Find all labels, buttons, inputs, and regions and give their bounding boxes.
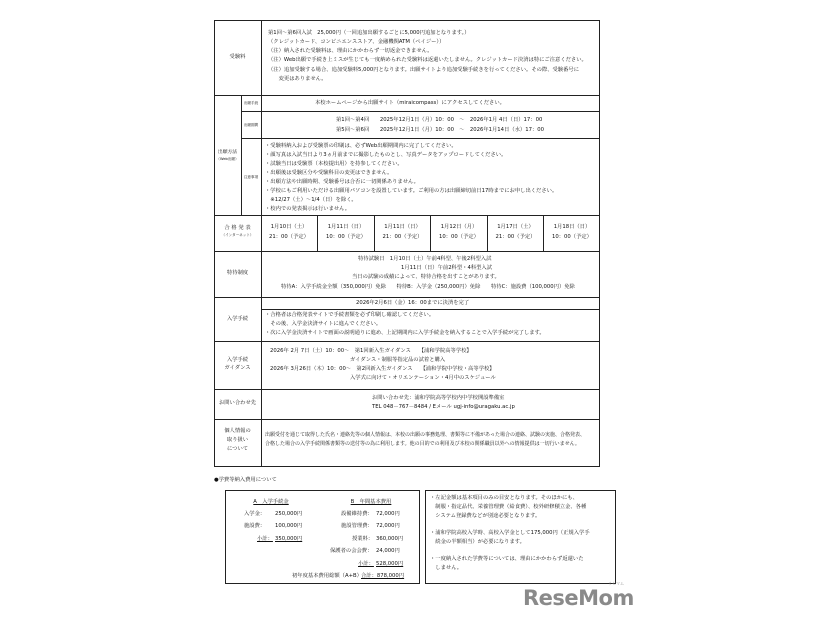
col-b-value: 528,000円	[376, 561, 404, 567]
enrollment-line: ・合格者は合格発表サイトで手続書類を必ず印刷し確認してください。	[265, 312, 435, 318]
note-line: ・試験当日は受験票（本校提出用）を持参してください。	[265, 161, 403, 167]
row-divider	[214, 297, 600, 298]
total-label: 初年度基本費用総額（A+B）	[292, 573, 362, 579]
col-b-name: 小計：	[358, 561, 374, 567]
enrollment-line: その後、入学金決済サイトに進んでください。	[265, 321, 382, 327]
guidance-line: 2026年 2月 7日（土）10：00～ 第1回新入生ガイダンス 【浦和学院高等学校】	[270, 348, 472, 354]
results-col-divider	[430, 215, 431, 251]
label-column-divider	[261, 20, 262, 467]
col-a-name: 入学金：	[244, 511, 266, 517]
results-col-divider	[543, 215, 544, 251]
contact-label: お問い合わせ先	[218, 400, 257, 406]
application-sublabel: （Web出願）	[216, 157, 239, 161]
row-divider	[214, 389, 600, 390]
fee-line: 変更はありません。	[268, 76, 327, 82]
fee-line: 第1回～第6回入試 25,000円（一回追加出願するごとに5,000円追加となります。）	[268, 30, 470, 36]
scholarship-line: 特待試験日 1月10日（土）午前4科型、午後2科型入試	[358, 256, 492, 262]
note-line: ※12/27（土）～1/4（日）を除く。	[265, 197, 357, 203]
fee-label: 受験料	[229, 54, 246, 60]
col-a-name: 施設費：	[244, 523, 266, 529]
col-a-value: 250,000円	[275, 511, 303, 517]
result-date: 1月17日（土）	[497, 224, 534, 230]
scholarship-line: 特待A：入学手続金全額（350,000円）免除 特待B：入学金（250,000円）免除 特待C：施設費（100,000円）免除	[281, 284, 575, 290]
note-line: ・出願後は受験区分や受験科目の変更はできません。	[265, 170, 393, 176]
total-value: 合計：878,000円	[361, 573, 405, 579]
costs-note: ・一度納入された学費等については、理由にかかわらず返還いた	[430, 556, 584, 562]
fee-line: （注）Web出願で手続き上ミスが生じても一度納められた受験料は返還いたしません。クレジットカード決済は特にご注意ください。	[268, 57, 587, 63]
watermark-kana: リセマム	[608, 581, 624, 586]
scholarship-line: 当日の試験の成績によって、特待合格を出すことがあります。	[352, 274, 500, 280]
privacy-label: 個人情報の	[224, 428, 251, 434]
results-col-divider	[317, 215, 318, 251]
fee-line: （クレジットカード、コンビニエンスストア、金融機関ATM（ペイジー））	[268, 39, 445, 45]
guidance-label: 入学手続	[226, 357, 249, 363]
result-time: 10：00（予定）	[439, 234, 479, 240]
col-a-value: 100,000円	[275, 523, 303, 529]
col-b-title: B 年間基本費用	[350, 499, 392, 505]
period-label: 出願期間	[243, 123, 259, 127]
result-time: 10：00（予定）	[326, 234, 366, 240]
guidance-sublabel: ガイダンス	[224, 365, 251, 371]
costs-note: システム登録費などが別途必要となります。	[430, 513, 541, 519]
costs-note: 制服・指定品代、栄養管理費（給食費）、校外研修積立金、各種	[430, 504, 587, 510]
col-b-name: 施設管理費：	[341, 523, 373, 529]
note-line: ・校内での発表掲示は行いません。	[265, 206, 351, 212]
enrollment-line: ・次に入学金決済サイトで画面の説明通りに進め、上記期間内に入学手続金を納入することで入学手続が完了します。	[265, 330, 545, 336]
col-b-value: 72,000円	[376, 523, 400, 529]
scholarship-label: 特待制度	[226, 270, 249, 276]
col-a-value: 350,000円	[275, 536, 303, 542]
note-line: ・受験料納入および受験票の印刷は、必ずWeb出願期間内に完了してください。	[265, 143, 457, 149]
row-divider	[214, 251, 600, 252]
results-col-divider	[487, 215, 488, 251]
costs-note: 続金の半額相当）が必要になります。	[430, 539, 525, 545]
enrollment-deadline: 2026年2月6日（金）16：00までに決済を完了	[356, 300, 470, 306]
costs-heading: ●学費等納入費用について	[214, 477, 277, 483]
row-divider	[214, 95, 600, 96]
col-a-title: A 入学手続金	[253, 499, 289, 505]
costs-note: ・左記金額は基本項目のみの目安となります。そのほかにも、	[430, 495, 578, 501]
sub-label-divider	[241, 95, 242, 215]
row-divider	[214, 419, 600, 420]
fee-line: （注）納入された受験料は、理由にかかわらず一切返金できません。	[268, 48, 433, 54]
col-a-name: 小計：	[257, 536, 273, 542]
note-line: ・顔写真は入試当日より3ヵ月前までに撮影したものとし、写真データをアップロードしてください。	[265, 152, 507, 158]
costs-note: ・浦和学院高校入学時、高校入学金として175,000円（正規入学手	[430, 530, 590, 536]
result-date: 1月18日（日）	[553, 224, 591, 230]
costs-note: しません。	[430, 565, 463, 571]
contact-line: お問い合わせ先：浦和学院高等学校内中学校開設準備室	[372, 395, 505, 401]
result-time: 21：00（予定）	[269, 234, 309, 240]
privacy-label: について	[226, 446, 249, 452]
result-time: 21：00（予定）	[495, 234, 536, 240]
col-b-value: 360,000円	[376, 536, 404, 542]
procedure-label: 出願手続	[243, 101, 259, 105]
contact-line: TEL 048－767－8484 / Eメール ugj-info@uragaku.ac.jp	[372, 404, 515, 410]
result-date: 1月11日（日）	[384, 224, 421, 230]
guidance-line: 入学式に向けて・オリエンテーション・4月中のスケジュール	[350, 375, 496, 381]
results-label: 合 格 発 表	[224, 225, 251, 231]
col-b-name: 設備維持費：	[341, 511, 373, 517]
row-divider	[241, 111, 600, 112]
privacy-line: 出願受付を通じて取得した氏名・連絡先等の個人情報は、本校の出願の事務処理、書類等に不備があった場合の連絡、試験の実施、合格発表、	[265, 432, 585, 438]
guidance-line: ガイダンス・制服等指定品の試着と購入	[350, 357, 446, 363]
col-b-name: 保護者の会会費：	[330, 548, 373, 554]
application-label: 出願方法	[217, 150, 238, 155]
results-col-divider	[374, 215, 375, 251]
scholarship-line: 1月11日（日）午前2科型・4科型入試	[401, 265, 493, 271]
resemom-logo: ReseMom	[523, 586, 634, 610]
results-sublabel: （インターネット）	[221, 233, 254, 237]
fee-line: （注）追加受験する場合、追加受験料5,000円となります。出願サイトより追加受験手続きを行ってください。その際、受験番号に	[268, 67, 579, 73]
row-divider	[214, 341, 600, 342]
result-date: 1月11日（日）	[327, 224, 365, 230]
period-line: 第5回～第6回 2025年12月1日（月）10：00 ～ 2026年1月14日（水）17：00	[336, 127, 545, 133]
notes-label: 注意事項	[243, 175, 259, 179]
note-line: ・学校にもご利用いただける出願用パソコンを設置しています。ご利用の方は出願締切前日17時までにお申し出ください。	[265, 188, 558, 194]
result-time: 21：00（予定）	[382, 234, 423, 240]
col-b-value: 72,000円	[376, 511, 400, 517]
row-divider	[261, 309, 600, 310]
col-b-value: 24,000円	[376, 548, 400, 554]
result-date: 1月12日（月）	[440, 224, 478, 230]
col-b-name: 授業料：	[352, 536, 374, 542]
enrollment-label: 入学手続	[226, 316, 249, 322]
privacy-line: 合格した場合の入学手続関係書類等の送付等の為に利用します。他の目的での利用及び本校の関係職員以外への情報提供は一切行いません。	[265, 441, 580, 447]
guidance-line: 2026年 3月26日（木）10：00～ 第2回新入生ガイダンス 【浦和学院中学校・高等学校】	[270, 366, 495, 372]
privacy-label: 取り扱い	[226, 437, 249, 443]
period-line: 第1回～第4回 2025年12月1日（月）10：00 ～ 2026年1月 4日（日）17：00	[336, 117, 543, 123]
note-line: ・出願方法や出願時期、受験番号は合否に一切関係ありません。	[265, 179, 419, 185]
result-time: 10：00（予定）	[552, 234, 592, 240]
result-date: 1月10日（土）	[270, 224, 308, 230]
procedure-text: 本校ホームページから出願サイト（miraicompass）にアクセスしてください。	[315, 100, 505, 106]
row-divider	[241, 138, 600, 139]
